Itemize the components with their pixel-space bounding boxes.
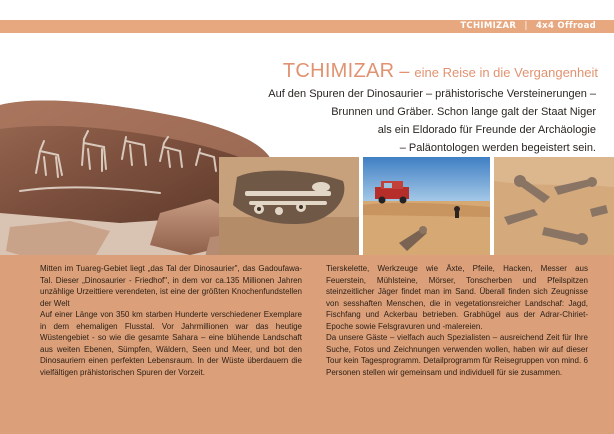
- intro-line: – Paläontologen werden begeistert sein.: [399, 142, 596, 154]
- dinosaur-bones-image: [219, 157, 359, 260]
- paragraph: Mitten im Tuareg-Gebiet liegt „das Tal der Dinosaurier", das Gadoufawa-Tal. Dieser „Dinosaurier - Friedhof", in dem vor ca.135 Millionen Jahren unzählige Urzeittiere verendeten, ist eine der größten Knochenfundstellen der Welt: [40, 264, 302, 308]
- paragraph: Auf einer Länge von 350 km starben Hunderte verschiedener Exemplare in dem ehemaligen Flusstal. Vor Jahrmillionen war das heutige Wüstengebiet - so wie die gesamte Sahara – eine blühende Landschaft aus weiten Ebenen, Sümpfen, Wäldern, Seen und Meer, und bot den Dinosauriern einen perfekten Lebensraum. In der Wüste überdauern die vielfältigen prähistorischen Spuren der Vorzeit.: [40, 310, 302, 377]
- page-title: [178, 60, 598, 83]
- title-main: TCHIMIZAR: [282, 60, 395, 82]
- intro-text: [216, 85, 596, 157]
- intro-line: Brunnen und Gräber. Schon lange galt der Staat Niger: [331, 106, 596, 118]
- intro-line: als ein Eldorado für Freunde der Archäologie: [377, 124, 596, 136]
- title-dash: –: [394, 61, 415, 81]
- paragraph: Tierskelette, Werkzeuge wie Äxte, Pfeile, Hacken, Messer aus Feuerstein, Mühlsteine, Mörser, Tonscherben und Pfeilspitzen steinzeitlicher Jäger findet man im Sand. Überall finden sich Zeugnisse von sesshaften Menschen, die in vegetationsreicher Landschaf: Jagd, Fischfang und Ackerbau betrieben. Grabhügel aus der Adrar-Chiriet-Epoche sowie Felsgravuren und -malereien.: [326, 264, 588, 331]
- fossil-bones-image: [494, 157, 614, 260]
- header-bar: [0, 20, 614, 33]
- header-label: [460, 20, 596, 33]
- body-column-right: [326, 263, 588, 378]
- intro-line: Auf den Spuren der Dinosaurier – prähistorische Versteinerungen –: [268, 88, 596, 100]
- header-category: 4x4 Offroad: [535, 21, 596, 31]
- title-subtitle: eine Reise in die Vergangenheit: [414, 65, 598, 80]
- header-section: TCHIMIZAR: [460, 21, 517, 31]
- body-column-left: [40, 263, 302, 378]
- paragraph: Da unsere Gäste – vielfach auch Spezialisten – ausreichend Zeit für Ihre Suche, Fotos und Zeichnungen verwenden wollen, haben wir auf dieser Tour kein Tagesprogramm. Detailprogramm für Reisegruppen von mind. 6 Personen stellen wir gemeinsam und individuell für sie zusammen.: [326, 333, 588, 377]
- desert-vehicle-image: [363, 157, 490, 260]
- header-separator: |: [524, 21, 528, 31]
